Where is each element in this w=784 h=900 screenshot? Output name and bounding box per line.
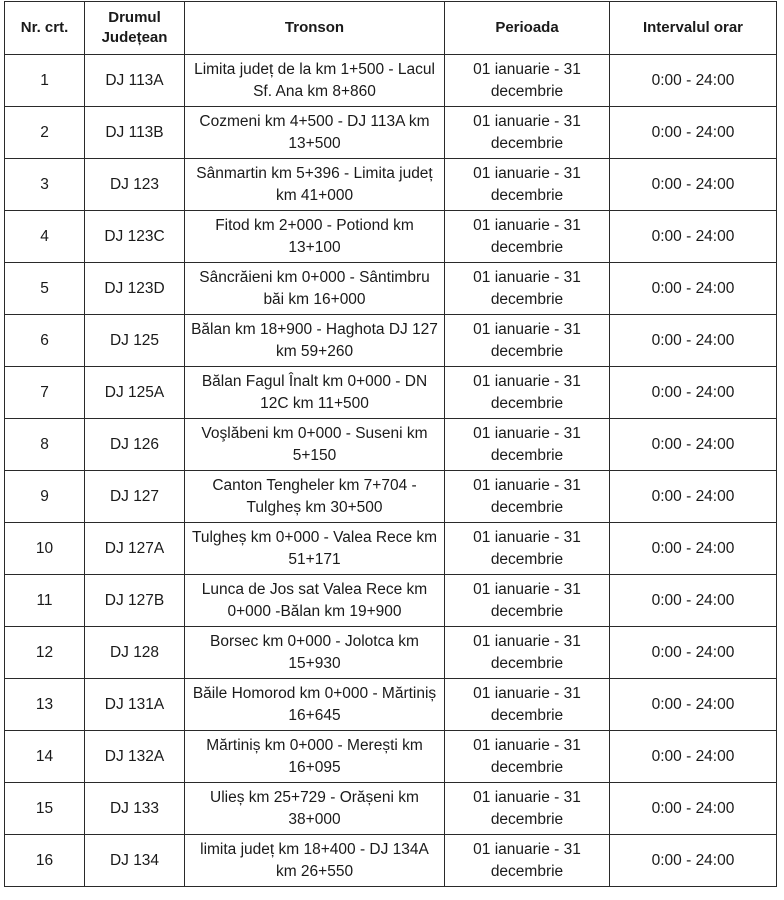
cell-perioada: 01 ianuarie - 31 decembrie: [445, 471, 610, 523]
cell-drum: DJ 123D: [85, 263, 185, 315]
table-row: [5, 575, 777, 627]
cell-interval: 0:00 - 24:00: [610, 627, 777, 679]
header-drum: Drumul Județean: [85, 2, 185, 55]
cell-interval: 0:00 - 24:00: [610, 367, 777, 419]
cell-drum: DJ 127B: [85, 575, 185, 627]
header-tronson: Tronson: [185, 2, 445, 55]
cell-drum: DJ 126: [85, 419, 185, 471]
table-row: [5, 419, 777, 471]
header-perioada: Perioada: [445, 2, 610, 55]
cell-tronson: Canton Tengheler km 7+704 - Tulgheș km 30+500: [185, 471, 445, 523]
cell-tronson: Băile Homorod km 0+000 - Mărtiniș 16+645: [185, 679, 445, 731]
cell-drum: DJ 123: [85, 159, 185, 211]
cell-interval: 0:00 - 24:00: [610, 159, 777, 211]
cell-interval: 0:00 - 24:00: [610, 107, 777, 159]
cell-nr: 13: [5, 679, 85, 731]
cell-tronson: Mărtiniș km 0+000 - Merești km 16+095: [185, 731, 445, 783]
table-row: [5, 107, 777, 159]
cell-nr: 14: [5, 731, 85, 783]
cell-nr: 4: [5, 211, 85, 263]
cell-nr: 10: [5, 523, 85, 575]
cell-nr: 5: [5, 263, 85, 315]
cell-nr: 15: [5, 783, 85, 835]
cell-nr: 7: [5, 367, 85, 419]
cell-tronson: Bălan km 18+900 - Haghota DJ 127 km 59+260: [185, 315, 445, 367]
cell-drum: DJ 125A: [85, 367, 185, 419]
cell-perioada: 01 ianuarie - 31 decembrie: [445, 211, 610, 263]
cell-perioada: 01 ianuarie - 31 decembrie: [445, 315, 610, 367]
cell-drum: DJ 123C: [85, 211, 185, 263]
cell-perioada: 01 ianuarie - 31 decembrie: [445, 731, 610, 783]
table-header-row: [5, 2, 777, 55]
cell-perioada: 01 ianuarie - 31 decembrie: [445, 523, 610, 575]
cell-drum: DJ 113A: [85, 55, 185, 107]
cell-nr: 1: [5, 55, 85, 107]
cell-nr: 11: [5, 575, 85, 627]
cell-drum: DJ 134: [85, 835, 185, 887]
cell-perioada: 01 ianuarie - 31 decembrie: [445, 835, 610, 887]
cell-nr: 16: [5, 835, 85, 887]
cell-interval: 0:00 - 24:00: [610, 731, 777, 783]
cell-interval: 0:00 - 24:00: [610, 55, 777, 107]
cell-interval: 0:00 - 24:00: [610, 315, 777, 367]
cell-interval: 0:00 - 24:00: [610, 575, 777, 627]
cell-drum: DJ 127A: [85, 523, 185, 575]
table-row: [5, 315, 777, 367]
cell-tronson: Tulgheș km 0+000 - Valea Rece km 51+171: [185, 523, 445, 575]
cell-interval: 0:00 - 24:00: [610, 679, 777, 731]
cell-interval: 0:00 - 24:00: [610, 783, 777, 835]
roads-table: [4, 1, 777, 887]
cell-drum: DJ 125: [85, 315, 185, 367]
cell-interval: 0:00 - 24:00: [610, 523, 777, 575]
cell-drum: DJ 113B: [85, 107, 185, 159]
header-interval: Intervalul orar: [610, 2, 777, 55]
cell-drum: DJ 132A: [85, 731, 185, 783]
table-row: [5, 55, 777, 107]
cell-nr: 6: [5, 315, 85, 367]
cell-perioada: 01 ianuarie - 31 decembrie: [445, 783, 610, 835]
cell-tronson: Lunca de Jos sat Valea Rece km 0+000 -Bălan km 19+900: [185, 575, 445, 627]
cell-nr: 12: [5, 627, 85, 679]
cell-tronson: Bălan Fagul Înalt km 0+000 - DN 12C km 11+500: [185, 367, 445, 419]
cell-interval: 0:00 - 24:00: [610, 419, 777, 471]
cell-interval: 0:00 - 24:00: [610, 263, 777, 315]
cell-perioada: 01 ianuarie - 31 decembrie: [445, 263, 610, 315]
cell-interval: 0:00 - 24:00: [610, 835, 777, 887]
table-row: [5, 679, 777, 731]
cell-interval: 0:00 - 24:00: [610, 471, 777, 523]
cell-tronson: Borsec km 0+000 - Jolotca km 15+930: [185, 627, 445, 679]
table-row: [5, 731, 777, 783]
cell-perioada: 01 ianuarie - 31 decembrie: [445, 107, 610, 159]
table-row: [5, 835, 777, 887]
cell-tronson: Fitod km 2+000 - Potiond km 13+100: [185, 211, 445, 263]
cell-perioada: 01 ianuarie - 31 decembrie: [445, 627, 610, 679]
cell-tronson: Sâncrăieni km 0+000 - Sântimbru băi km 16+000: [185, 263, 445, 315]
table-row: [5, 783, 777, 835]
cell-perioada: 01 ianuarie - 31 decembrie: [445, 55, 610, 107]
cell-tronson: Voşlăbeni km 0+000 - Suseni km 5+150: [185, 419, 445, 471]
table-body: [5, 55, 777, 887]
cell-perioada: 01 ianuarie - 31 decembrie: [445, 679, 610, 731]
cell-drum: DJ 127: [85, 471, 185, 523]
cell-perioada: 01 ianuarie - 31 decembrie: [445, 159, 610, 211]
cell-nr: 8: [5, 419, 85, 471]
cell-tronson: Sânmartin km 5+396 - Limita județ km 41+000: [185, 159, 445, 211]
table-row: [5, 159, 777, 211]
table-row: [5, 627, 777, 679]
table-row: [5, 523, 777, 575]
table-row: [5, 471, 777, 523]
cell-tronson: limita județ km 18+400 - DJ 134A km 26+550: [185, 835, 445, 887]
cell-drum: DJ 128: [85, 627, 185, 679]
table-row: [5, 211, 777, 263]
cell-tronson: Limita județ de la km 1+500 - Lacul Sf. Ana km 8+860: [185, 55, 445, 107]
cell-tronson: Ulieș km 25+729 - Orășeni km 38+000: [185, 783, 445, 835]
table-row: [5, 367, 777, 419]
cell-nr: 3: [5, 159, 85, 211]
cell-tronson: Cozmeni km 4+500 - DJ 113A km 13+500: [185, 107, 445, 159]
cell-nr: 2: [5, 107, 85, 159]
cell-nr: 9: [5, 471, 85, 523]
cell-drum: DJ 133: [85, 783, 185, 835]
table-row: [5, 263, 777, 315]
cell-drum: DJ 131A: [85, 679, 185, 731]
header-nr: Nr. crt.: [5, 2, 85, 55]
cell-perioada: 01 ianuarie - 31 decembrie: [445, 419, 610, 471]
cell-perioada: 01 ianuarie - 31 decembrie: [445, 367, 610, 419]
cell-perioada: 01 ianuarie - 31 decembrie: [445, 575, 610, 627]
cell-interval: 0:00 - 24:00: [610, 211, 777, 263]
